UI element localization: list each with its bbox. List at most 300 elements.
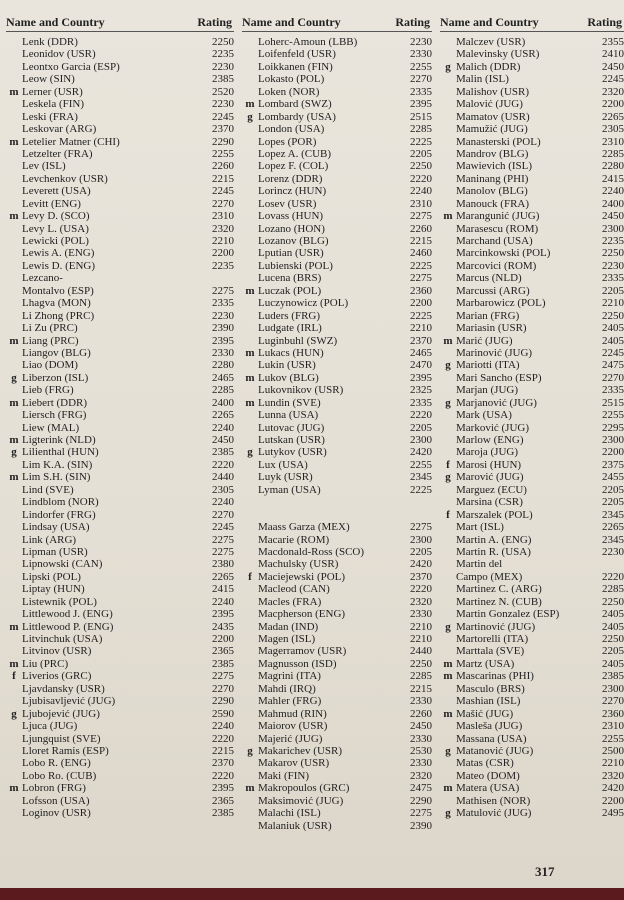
player-row <box>242 446 432 458</box>
player-name: Marinović (JUG) <box>456 346 533 359</box>
player-row <box>242 359 432 371</box>
player-rating: 2275 <box>410 521 432 534</box>
player-row <box>6 86 234 98</box>
title-mark <box>6 534 22 546</box>
player-rating: 2415 <box>602 172 624 185</box>
player-rating: 2300 <box>410 533 432 546</box>
player-name: Marasescu (ROM) <box>456 222 539 235</box>
player-name: Marbarowicz (POL) <box>456 297 546 310</box>
player-rating: 2320 <box>602 769 624 782</box>
title-mark <box>440 695 456 707</box>
player-name: Lieb (FRG) <box>22 384 74 397</box>
title-mark <box>440 285 456 297</box>
player-name: Maksimović (JUG) <box>258 794 344 807</box>
player-rating: 2290 <box>212 695 234 708</box>
player-row <box>242 310 432 322</box>
title-mark <box>6 409 22 421</box>
player-name: Lim K.A. (SIN) <box>22 458 93 471</box>
player-name: Liebert (DDR) <box>22 396 88 409</box>
player-name: Malaniuk (USR) <box>258 819 332 832</box>
player-name: Ljubisavljević (JUG) <box>22 695 116 708</box>
title-mark <box>440 683 456 695</box>
player-name: Littlewood P. (ENG) <box>22 620 114 633</box>
player-rating: 2285 <box>212 384 234 397</box>
player-row <box>6 272 234 284</box>
player-rating: 2380 <box>212 558 234 571</box>
player-rating: 2290 <box>212 135 234 148</box>
player-name: Macarie (ROM) <box>258 533 330 546</box>
player-name: Malović (JUG) <box>456 98 523 111</box>
title-mark <box>6 272 22 284</box>
title-mark <box>6 359 22 371</box>
player-row <box>242 198 432 210</box>
player-rating: 2500 <box>602 744 624 757</box>
player-name: Lerner (USR) <box>22 85 83 98</box>
player-rating: 2410 <box>602 48 624 61</box>
player-rating: 2385 <box>212 657 234 670</box>
player-name: Magrini (ITA) <box>258 670 321 683</box>
player-rating: 2515 <box>602 396 624 409</box>
title-mark <box>440 86 456 98</box>
player-rating: 2270 <box>410 73 432 86</box>
title-mark <box>440 310 456 322</box>
player-rating: 2330 <box>212 346 234 359</box>
title-mark <box>6 160 22 172</box>
player-rating: 2420 <box>602 782 624 795</box>
player-name: Lewis D. (ENG) <box>22 259 96 272</box>
player-name: Leskovar (ARG) <box>22 123 97 136</box>
title-mark: g <box>247 744 253 757</box>
player-rating: 2250 <box>410 160 432 173</box>
player-row <box>6 372 234 384</box>
title-mark <box>6 459 22 471</box>
player-rating: 2370 <box>212 757 234 770</box>
title-mark <box>440 770 456 782</box>
title-mark <box>6 757 22 769</box>
player-row <box>440 36 624 48</box>
title-mark <box>242 534 258 546</box>
player-name: Lipski (POL) <box>22 570 81 583</box>
player-row <box>242 260 432 272</box>
player-name: Marosi (HUN) <box>456 458 522 471</box>
player-rating: 2240 <box>212 720 234 733</box>
player-rating: 2360 <box>602 707 624 720</box>
player-name: Levy D. (SCO) <box>22 210 90 223</box>
title-mark: m <box>9 334 19 347</box>
player-rating: 2300 <box>410 434 432 446</box>
player-name: Mašić (JUG) <box>456 707 514 720</box>
title-mark <box>242 645 258 657</box>
player-row <box>242 534 432 546</box>
title-mark <box>440 73 456 85</box>
player-row <box>242 48 432 60</box>
player-rating: 2360 <box>410 284 432 297</box>
rating-list <box>6 36 234 820</box>
title-mark: f <box>12 670 16 683</box>
player-name: Luyk (USR) <box>258 471 313 484</box>
player-row <box>440 310 624 322</box>
player-rating: 2395 <box>410 98 432 111</box>
title-mark: g <box>445 471 451 484</box>
player-name: Liberzon (ISL) <box>22 371 89 384</box>
title-mark: g <box>247 110 253 123</box>
player-rating: 2275 <box>410 210 432 223</box>
player-rating: 2230 <box>212 309 234 322</box>
player-name: Mahdi (IRQ) <box>258 682 316 695</box>
player-name: Maiorov (USR) <box>258 720 328 733</box>
title-mark <box>440 633 456 645</box>
player-row <box>6 757 234 769</box>
player-rating: 2465 <box>212 371 234 384</box>
player-row <box>242 583 432 595</box>
player-row <box>242 670 432 682</box>
title-mark <box>440 160 456 172</box>
player-row <box>6 608 234 620</box>
player-row <box>242 272 432 284</box>
player-row <box>440 645 624 657</box>
player-row <box>440 185 624 197</box>
player-name: Marcovici (ROM) <box>456 259 537 272</box>
player-rating: 2465 <box>410 346 432 359</box>
player-name: Martz (USA) <box>456 657 515 670</box>
player-row <box>440 471 624 483</box>
player-name: Lombard (SWZ) <box>258 98 332 111</box>
player-name: Mariasin (USR) <box>456 322 527 335</box>
player-name: Lewicki (POL) <box>22 235 89 247</box>
player-row <box>242 596 432 608</box>
title-mark <box>242 695 258 707</box>
player-row <box>440 571 624 583</box>
player-rating: 2320 <box>410 769 432 782</box>
player-name: Lozano (HON) <box>258 222 325 235</box>
player-name: Masleša (JUG) <box>456 720 523 733</box>
player-rating: 2515 <box>410 110 432 123</box>
player-rating: 2245 <box>212 110 234 123</box>
player-row <box>440 446 624 458</box>
player-row <box>242 185 432 197</box>
player-name: Manasterski (POL) <box>456 135 541 148</box>
player-rating: 2250 <box>212 36 234 48</box>
title-mark <box>242 61 258 73</box>
player-rating: 2305 <box>602 123 624 136</box>
player-name: Manouck (FRA) <box>456 197 530 210</box>
player-name: Maciejewski (POL) <box>258 570 346 583</box>
player-name: Montalvo (ESP) <box>22 284 94 297</box>
player-rating: 2345 <box>410 471 432 484</box>
title-mark <box>242 683 258 695</box>
player-rating: 2325 <box>410 384 432 397</box>
title-mark <box>242 223 258 235</box>
title-mark: g <box>11 371 17 384</box>
title-mark <box>440 496 456 508</box>
title-mark: f <box>446 508 450 521</box>
title-mark <box>6 596 22 608</box>
player-rating: 2245 <box>602 73 624 86</box>
player-name: Mark (USA) <box>456 409 512 422</box>
player-name: Mariotti (ITA) <box>456 359 520 372</box>
player-row <box>440 558 624 570</box>
player-row <box>440 111 624 123</box>
player-name: Matas (CSR) <box>456 757 514 770</box>
player-name: Littlewood J. (ENG) <box>22 608 113 621</box>
player-name: Leow (SIN) <box>22 73 75 86</box>
player-rating: 2240 <box>410 185 432 198</box>
player-row <box>6 558 234 570</box>
header-name: Name and Country <box>242 15 341 29</box>
player-row <box>6 521 234 533</box>
player-rating: 2250 <box>602 633 624 645</box>
player-row <box>242 608 432 620</box>
player-rating: 2330 <box>410 48 432 61</box>
player-rating: 2200 <box>602 98 624 111</box>
title-mark <box>440 235 456 247</box>
player-name: Marangunić (JUG) <box>456 210 540 223</box>
player-row <box>242 223 432 235</box>
player-row <box>440 61 624 73</box>
title-mark <box>242 297 258 309</box>
title-mark <box>242 335 258 347</box>
player-row <box>6 509 234 521</box>
title-mark <box>242 521 258 533</box>
player-name: Lopez F. (COL) <box>258 160 329 173</box>
player-name: Levitt (ENG) <box>22 197 81 210</box>
title-mark: m <box>443 210 453 223</box>
player-row <box>440 434 624 446</box>
player-rating: 2210 <box>602 757 624 770</box>
title-mark <box>440 98 456 110</box>
player-name: Lundin (SVE) <box>258 396 321 409</box>
player-name: Maass Garza (MEX) <box>258 521 350 534</box>
player-rating: 2240 <box>602 185 624 198</box>
player-name: Marić (JUG) <box>456 334 513 347</box>
rating-list <box>242 36 432 832</box>
player-row <box>440 608 624 620</box>
header-name: Name and Country <box>440 15 539 29</box>
player-rating: 2290 <box>410 794 432 807</box>
player-name: Mahmud (RIN) <box>258 707 327 720</box>
title-mark <box>6 173 22 185</box>
player-rating: 2365 <box>212 794 234 807</box>
player-rating: 2345 <box>602 508 624 521</box>
player-name: Liew (MAL) <box>22 421 80 434</box>
player-row <box>242 123 432 135</box>
title-mark <box>440 48 456 60</box>
player-rating: 2280 <box>212 359 234 372</box>
title-mark <box>440 409 456 421</box>
player-row <box>242 521 432 533</box>
title-mark <box>242 235 258 247</box>
player-rating: 2220 <box>212 458 234 471</box>
player-name: Mari Sancho (ESP) <box>456 371 542 384</box>
player-row <box>440 596 624 608</box>
player-rating: 2285 <box>602 583 624 596</box>
player-rating: 2395 <box>410 371 432 384</box>
player-name: Luders (FRG) <box>258 309 321 322</box>
player-name: Lloret Ramis (ESP) <box>22 744 109 757</box>
player-rating: 2230 <box>212 98 234 111</box>
title-mark <box>440 446 456 458</box>
title-mark <box>242 820 258 832</box>
player-name: Martin R. (USA) <box>456 545 531 558</box>
player-rating: 2420 <box>410 446 432 459</box>
player-row <box>242 160 432 172</box>
column-header <box>242 12 432 32</box>
player-rating: 2335 <box>602 384 624 397</box>
title-mark <box>242 757 258 769</box>
column-3 <box>440 12 624 820</box>
player-row <box>6 198 234 210</box>
player-row <box>242 173 432 185</box>
player-name: Lyman (USA) <box>258 483 321 496</box>
player-row <box>242 745 432 757</box>
player-row <box>6 98 234 110</box>
player-rating: 2370 <box>410 334 432 347</box>
player-name: Liang (PRC) <box>22 334 79 347</box>
player-row <box>6 422 234 434</box>
player-name: Lilienthal (HUN) <box>22 446 99 459</box>
title-mark: g <box>445 620 451 633</box>
player-rating: 2475 <box>602 359 624 372</box>
player-rating: 2265 <box>602 110 624 123</box>
player-rating: 2275 <box>410 807 432 820</box>
player-rating: 2370 <box>410 570 432 583</box>
player-row <box>440 73 624 85</box>
player-name: Malevinsky (USR) <box>456 48 540 61</box>
player-name: Martin Gonzalez (ESP) <box>456 608 560 621</box>
player-row <box>6 583 234 595</box>
player-name: Makropoulos (GRC) <box>258 782 350 795</box>
title-mark: m <box>443 707 453 720</box>
title-mark <box>6 36 22 48</box>
player-name: Mamatov (USR) <box>456 110 530 123</box>
player-rating: 2210 <box>212 235 234 247</box>
title-mark <box>6 198 22 210</box>
title-mark <box>242 434 258 446</box>
player-name: Mandrov (BLG) <box>456 147 529 160</box>
player-rating: 2435 <box>212 620 234 633</box>
player-row <box>242 397 432 409</box>
player-row <box>6 621 234 633</box>
title-mark <box>6 770 22 782</box>
player-name: Litvinov (USR) <box>22 645 92 658</box>
title-mark <box>242 359 258 371</box>
player-row <box>440 695 624 707</box>
player-rating: 2520 <box>212 85 234 98</box>
title-mark <box>6 347 22 359</box>
player-rating: 2385 <box>212 807 234 820</box>
player-row <box>6 185 234 197</box>
player-name: Lux (USA) <box>258 458 308 471</box>
player-name: Majerić (JUG) <box>258 732 323 745</box>
player-rating: 2310 <box>212 210 234 223</box>
player-row <box>440 198 624 210</box>
player-rating: 2240 <box>212 421 234 434</box>
player-row <box>242 136 432 148</box>
player-rating: 2395 <box>212 334 234 347</box>
title-mark <box>242 384 258 396</box>
player-rating: 2260 <box>410 707 432 720</box>
player-row <box>6 795 234 807</box>
player-name: Makarichev (USR) <box>258 744 343 757</box>
player-row <box>6 223 234 235</box>
player-row <box>440 658 624 670</box>
title-mark <box>242 310 258 322</box>
player-name: Campo (MEX) <box>456 570 523 583</box>
player-row <box>6 571 234 583</box>
title-mark <box>440 422 456 434</box>
title-mark <box>6 123 22 135</box>
player-row <box>440 297 624 309</box>
title-mark <box>6 322 22 334</box>
player-row <box>242 322 432 334</box>
player-name: Loherc-Amoun (LBB) <box>258 36 358 48</box>
player-rating: 2245 <box>212 521 234 534</box>
player-name: Lutovac (JUG) <box>258 421 325 434</box>
player-rating: 2475 <box>410 782 432 795</box>
title-mark <box>6 297 22 309</box>
player-rating: 2530 <box>410 744 432 757</box>
title-mark <box>440 795 456 807</box>
title-mark <box>6 185 22 197</box>
player-rating: 2260 <box>212 160 234 173</box>
player-name: Macpherson (ENG) <box>258 608 346 621</box>
player-name: Lindblom (NOR) <box>22 496 99 509</box>
player-name: Liao (DOM) <box>22 359 78 372</box>
player-rating: 2215 <box>410 235 432 247</box>
player-rating: 2205 <box>410 421 432 434</box>
player-rating: 2270 <box>212 682 234 695</box>
player-rating: 2285 <box>602 147 624 160</box>
player-row <box>6 459 234 471</box>
player-name: Marković (JUG) <box>456 421 530 434</box>
player-row <box>6 434 234 446</box>
player-name: Marjan (JUG) <box>456 384 519 397</box>
title-mark <box>6 733 22 745</box>
player-name: Lutykov (USR) <box>258 446 327 459</box>
player-row <box>6 546 234 558</box>
player-row <box>440 48 624 60</box>
player-rating: 2230 <box>602 259 624 272</box>
title-mark <box>440 247 456 259</box>
player-rating: 2330 <box>410 757 432 770</box>
player-name: Malishov (USR) <box>456 85 530 98</box>
title-mark <box>242 708 258 720</box>
player-row <box>6 807 234 819</box>
title-mark: f <box>446 458 450 471</box>
title-mark <box>440 111 456 123</box>
player-row <box>6 409 234 421</box>
player-name: Marlow (ENG) <box>456 434 524 446</box>
player-rating: 2210 <box>410 322 432 335</box>
player-rating: 2235 <box>212 259 234 272</box>
player-row <box>6 596 234 608</box>
title-mark: m <box>443 670 453 683</box>
player-name: Maroja (JUG) <box>456 446 519 459</box>
player-name: Mascarinas (PHI) <box>456 670 534 683</box>
title-mark <box>6 546 22 558</box>
player-rating <box>200 272 234 284</box>
player-rating: 2335 <box>212 297 234 310</box>
player-name: Lubienski (POL) <box>258 259 333 272</box>
player-row <box>242 558 432 570</box>
player-rating: 2405 <box>602 608 624 621</box>
player-name: Loken (NOR) <box>258 85 320 98</box>
player-rating: 2365 <box>212 645 234 658</box>
title-mark <box>6 310 22 322</box>
player-row <box>6 720 234 732</box>
title-mark <box>242 558 258 570</box>
player-name: Lovass (HUN) <box>258 210 324 223</box>
